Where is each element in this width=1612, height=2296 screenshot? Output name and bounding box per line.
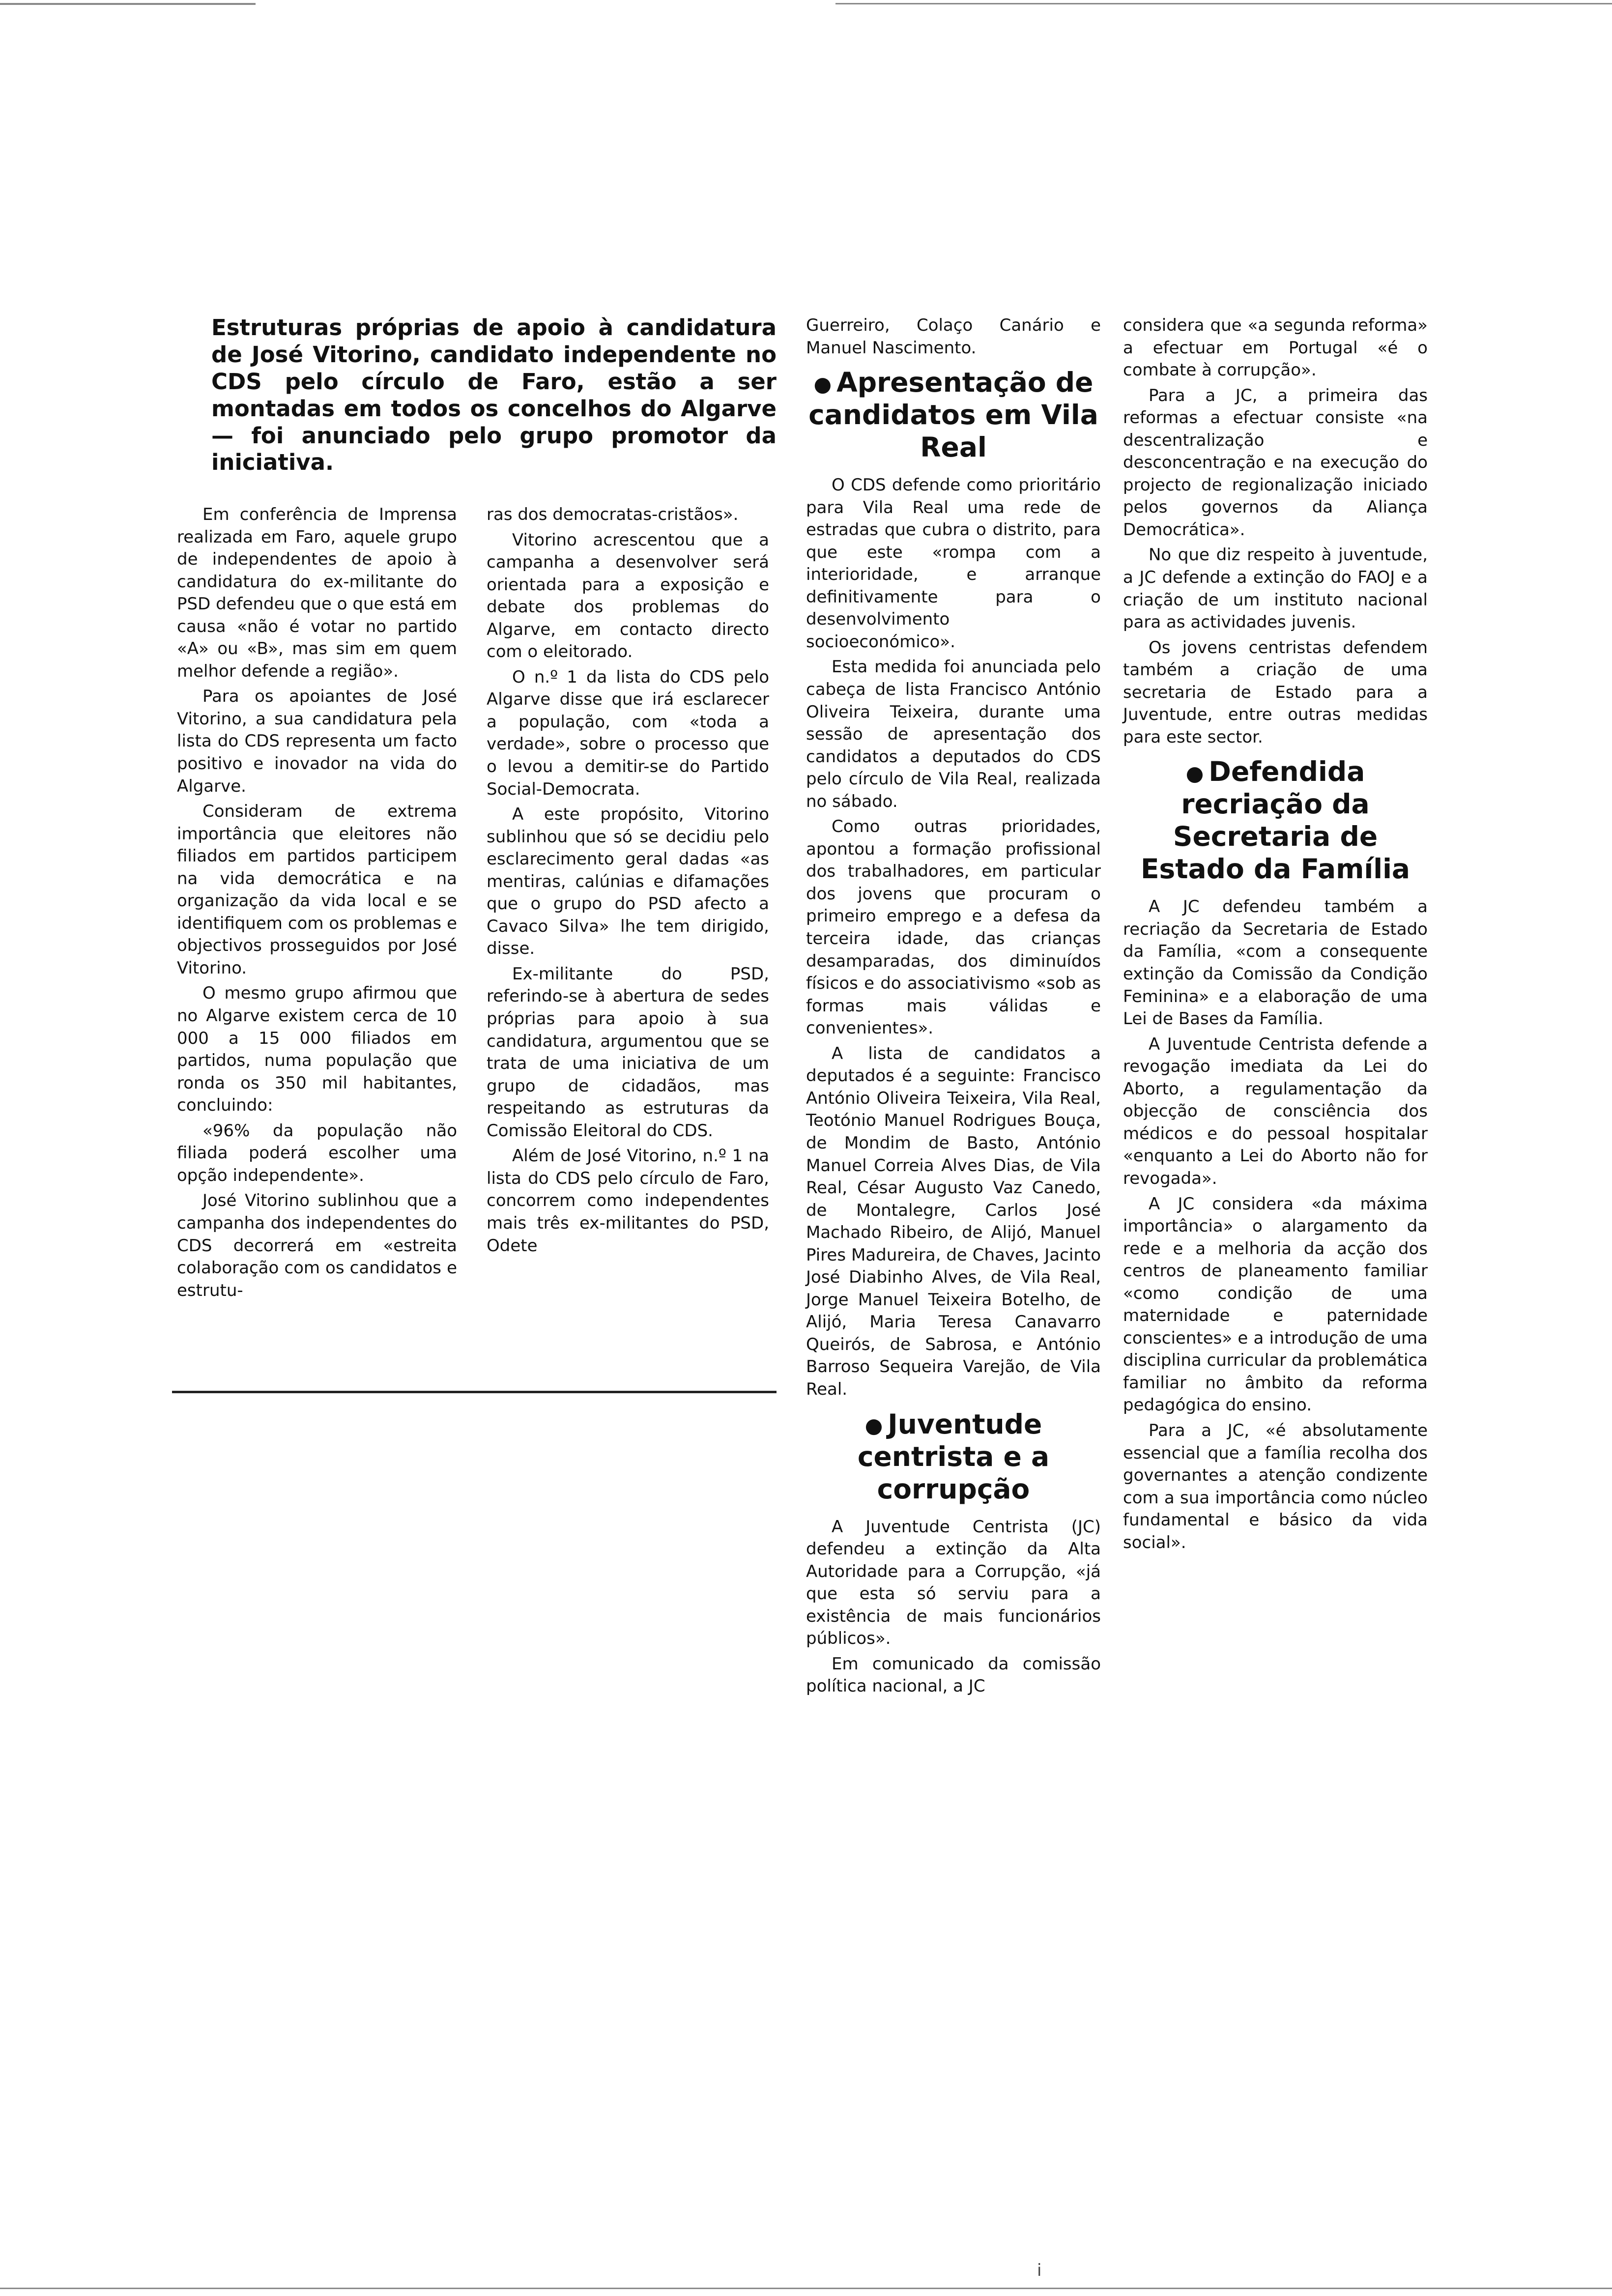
heading-text: Apresentação de candidatos em Vila Real (808, 367, 1098, 463)
paragraph: Para a JC, «é absolutamente essencial que a família recolha dos governantes a atenção condizente com a sua importância como núcleo fundamental e básico da vida social». (1123, 1420, 1428, 1552)
paragraph: A lista de candidatos a deputados é a seguinte: Francisco António Oliveira Teixeira, Vila Real, Teotónio Manuel Rodrigues Bouça, de Mondim de Basto, António Manuel Correia Alves Dias, de Vila Real, César Augusto Vaz Canedo, de Montalegre, Carlos José Machado Ribeiro, de Alijó, Manuel Pires Madureira, de Chaves, Jacinto José Diabinho Alves, de Vila Real, Jorge Manuel Teixeira Botelho, de Alijó, Maria Teresa Canavarro Queirós, de Sabrosa, e António Barroso Sequeira Varejão, de Vila Real. (806, 1043, 1101, 1399)
paragraph: Em conferência de Imprensa realizada em Faro, aquele grupo de independentes de apoio à candidatura do ex-militante do PSD defendeu que o que está em causa «não é votar no partido «A» ou «B», mas sim em quem melhor defende a região». (177, 505, 457, 681)
bullet-icon: ● (1185, 761, 1204, 786)
paragraph: Ex-militante do PSD, referindo-se à abertura de sedes próprias para apoio à sua candidatura, argumentou que se trata de uma iniciativa de um grupo de cidadãos, mas respeitando as estruturas da Comissão Eleitoral do CDS. (487, 964, 769, 1141)
column-4 (1123, 315, 1428, 1557)
paragraph: Além de José Vitorino, n.º 1 na lista do CDS pelo círculo de Faro, concorrem como independentes mais três ex-militantes do PSD, Odete (487, 1146, 769, 1256)
column-2 (487, 504, 769, 1260)
paragraph: A Juventude Centrista (JC) defendeu a extinção da Alta Autoridade para a Corrupção, «já que esta só serviu para a existência de mais funcionários públicos». (806, 1517, 1101, 1649)
paragraph: A JC considera «da máxima importância» o alargamento da rede e a melhoria da acção dos centros de planeamento familiar «como condição de uma maternidade e paternidade conscientes» e a introdução de uma disciplina curricular da problemática familiar no âmbito da reforma pedagógica do ensino. (1123, 1194, 1428, 1415)
bullet-icon: ● (864, 1413, 883, 1438)
paragraph: «96% da população não filiada poderá escolher uma opção independente». (177, 1120, 457, 1185)
paragraph: considera que «a segunda reforma» a efectuar em Portugal «é o combate à corrupção». (1123, 316, 1428, 380)
column-1 (177, 504, 457, 1305)
article-lead: Estruturas próprias de apoio à candidatura de José Vitorino, candidato independente no CDS pelo círculo de Faro, estão a ser montadas em todos os concelhos do Algarve — foi anunciado pelo grupo promotor da iniciativa. (211, 315, 777, 476)
paragraph: Vitorino acrescentou que a campanha a desenvolver será orientada para a exposição e debate dos problemas do Algarve, em contacto directo com o eleitorado. (487, 530, 769, 662)
paragraph: ras dos democratas-cristãos». (487, 505, 739, 524)
paragraph: No que diz respeito à juventude, a JC defende a extinção do FAOJ e a criação de um instituto nacional para as actividades juvenis. (1123, 545, 1428, 632)
column-3 (806, 315, 1101, 1701)
paragraph: Como outras prioridades, apontou a formação profissional dos trabalhadores, em particular dos jovens que procuram o primeiro emprego e a defesa da terceira idade, das crianças desamparadas, dos diminuídos físicos e do associativismo «sob as formas mais válidas e convenientes». (806, 817, 1101, 1038)
page-mark: i (1037, 2261, 1042, 2280)
paragraph: A este propósito, Vitorino sublinhou que só se decidiu pelo esclarecimento geral dadas «as mentiras, calúnias e difamações que o grupo do PSD afecto a Cavaco Silva» lhe tem dirigido, disse. (487, 804, 769, 959)
paragraph: Guerreiro, Colaço Canário e Manuel Nascimento. (806, 316, 1101, 358)
scan-edge-top-right (835, 3, 1612, 4)
paragraph: O n.º 1 da lista do CDS pelo Algarve disse que irá esclarecer a população, com «toda a verdade», sobre o processo que o levou a demitir-se do Partido Social-Democrata. (487, 667, 769, 799)
section-heading-vila-real (806, 366, 1101, 463)
paragraph: Para a JC, a primeira das reformas a efectuar consiste «na descentralização e desconcentração e na execução do projecto de regionalização iniciado pelos governos da Aliança Democrática». (1123, 385, 1428, 540)
bullet-icon: ● (813, 372, 832, 396)
scan-edge-top-left (0, 3, 256, 5)
heading-text: Juventude centrista e a corrupção (857, 1408, 1050, 1505)
paragraph: O mesmo grupo afirmou que no Algarve existem cerca de 10 000 a 15 000 filiados em partidos, numa população que ronda os 350 mil habitantes, concluindo: (177, 983, 457, 1116)
paragraph: Consideram de extrema importância que eleitores não filiados em partidos participem na vida democrática e na organização da vida local e se identifiquem com os problemas e objectivos prosseguidos por José Vitorino. (177, 802, 457, 978)
section-heading-juventude (806, 1408, 1101, 1505)
paragraph: Em comunicado da comissão política nacional, a JC (806, 1654, 1101, 1696)
section-heading-familia (1123, 755, 1428, 885)
paragraph: Os jovens centristas defendem também a criação de uma secretaria de Estado para a Juventude, entre outras medidas para este sector. (1123, 637, 1428, 747)
paragraph: A JC defendeu também a recriação da Secretaria de Estado da Família, «com a consequente extinção da Comissão da Condição Feminina» e a elaboração de uma Lei de Bases da Família. (1123, 897, 1428, 1029)
heading-text: Defendida recriação da Secretaria de Estado da Família (1140, 756, 1410, 885)
paragraph: O CDS defende como prioritário para Vila Real uma rede de estradas que cubra o distrito, para que este «rompa com a interioridade, e arranque definitivamente para o desenvolvimento socioeconómico». (806, 475, 1101, 652)
paragraph: Esta medida foi anunciada pelo cabeça de lista Francisco António Oliveira Teixeira, durante uma sessão de apresentação dos candidatos a deputados do CDS pelo círculo de Vila Real, realizada no sábado. (806, 657, 1101, 811)
paragraph: Para os apoiantes de José Vitorino, a sua candidatura pela lista do CDS representa um facto positivo e inovador na vida do Algarve. (177, 687, 457, 796)
paragraph: José Vitorino sublinhou que a campanha dos independentes do CDS decorrerá em «estreita colaboração com os candidatos e estrutu- (177, 1191, 457, 1300)
column-rule (172, 1391, 777, 1393)
paragraph: A Juventude Centrista defende a revogação imediata da Lei do Aborto, a regulamentação da objecção de consciência dos médicos e do pessoal hospitalar «enquanto a Lei do Aborto não for revogada». (1123, 1034, 1428, 1188)
scan-edge-bottom (0, 2288, 1612, 2289)
